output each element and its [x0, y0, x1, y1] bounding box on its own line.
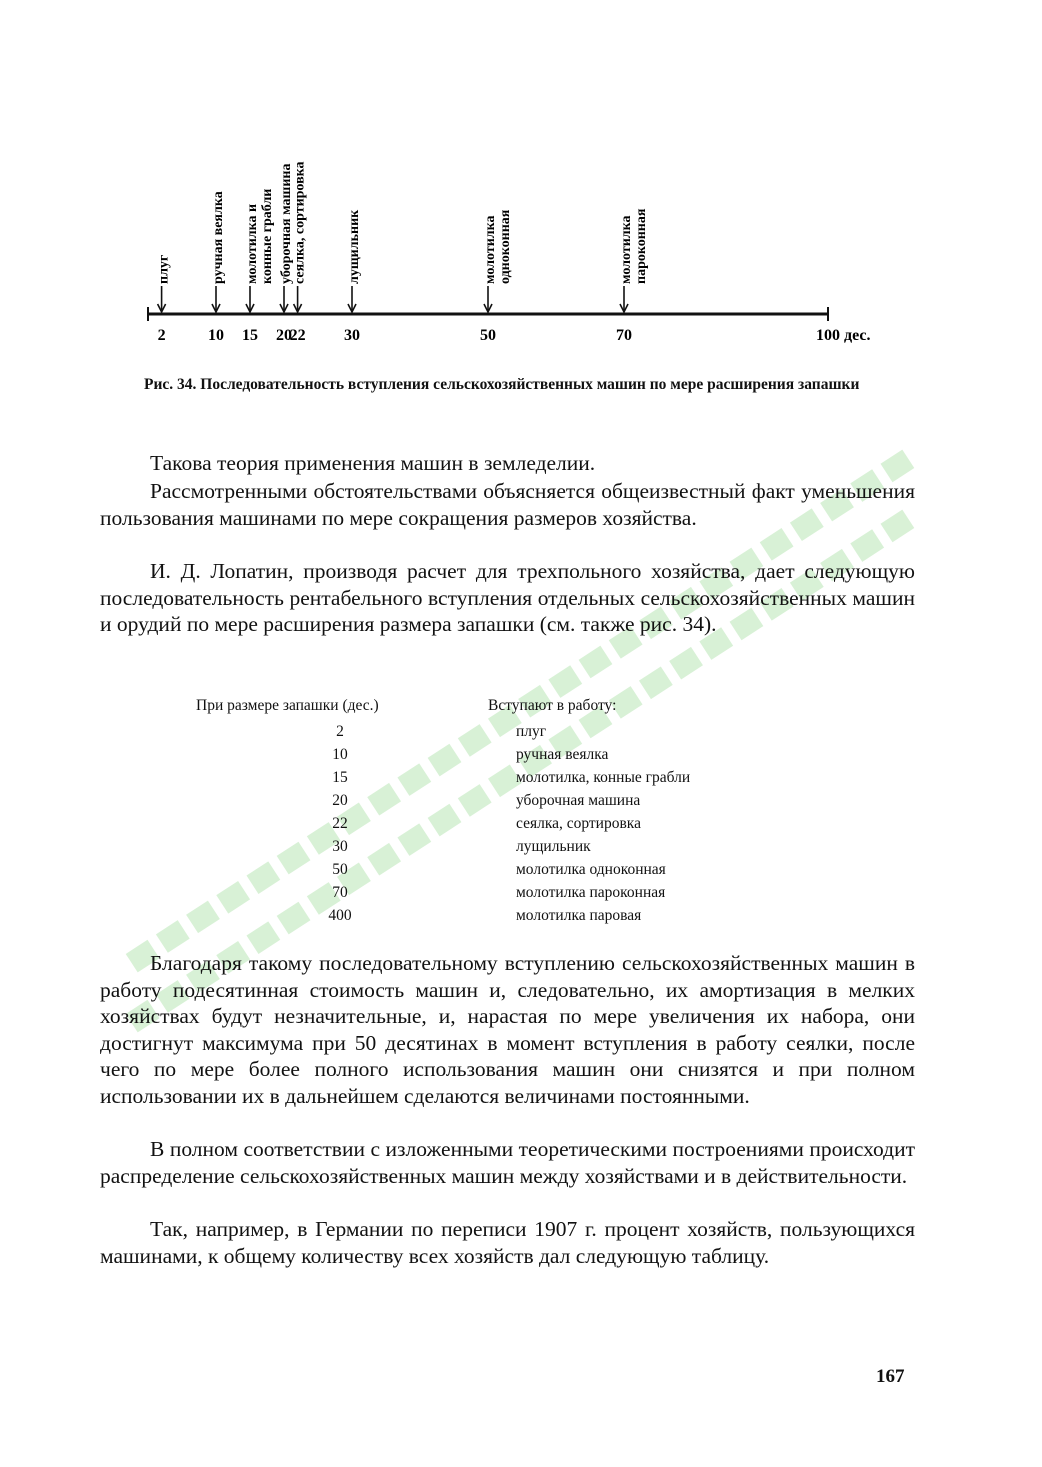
table-cell-machine: молотилка, конные грабли [516, 769, 691, 786]
timeline-machine-label: молотилка [483, 215, 498, 284]
table-cell-size: 15 [332, 769, 348, 786]
timeline-tick-label: 20 [276, 327, 292, 344]
timeline-tick-label: 2 [157, 327, 166, 344]
timeline-machine-label: лущильник [347, 209, 362, 284]
timeline-machine-label: сеялка, сортировка [292, 161, 308, 284]
paragraph: Так, например, в Германии по переписи 1907 г. процент хозяйств, пользующихся машинами, к общему количеству всех хозяйств дал следующую таблицу. [100, 1217, 915, 1268]
timeline-machine-label: молотилка и [245, 203, 260, 284]
paragraph: В полном соответствии с изложенными теоретическими построениями происходит распределение сельскохозяйственных машин между хозяйствами и в действительности. [100, 1137, 915, 1188]
table-cell-size: 10 [332, 746, 348, 763]
table-cell-machine: сеялка, сортировка [516, 815, 641, 832]
table-cell-size: 20 [332, 792, 348, 809]
timeline-machine-label: пароконная [634, 208, 649, 284]
timeline-tick-label: 70 [616, 327, 632, 344]
table-cell-size: 400 [328, 907, 352, 924]
paragraph: И. Д. Лопатин, производя расчет для трехпольного хозяйства, дает следующую последовательность рентабельного вступления отдельных сельскохозяйственных машин и орудий по мере расширения размера запашки (см. также рис. 34). [100, 559, 915, 636]
table-cell-size: 22 [332, 815, 348, 832]
timeline-tick-label: 15 [242, 327, 258, 344]
table-header-size: При размере запашки (дес.) [196, 697, 379, 714]
paragraph: Благодаря такому последовательному вступлению сельскохозяйственных машин в работу подесятинная стоимость машин и, следовательно, их амортизация в мелких хозяйствах будут незначительные, и, нарастая по мере увеличения их набора, они достигнут максимума при 50 десятинах в момент вступления в работу сеялки, после чего по мере более полного использования машин они снизятся и при полном использовании их в дальнейшем сделаются величинами постоянными. [100, 951, 915, 1108]
timeline-machine-label: конные грабли [260, 188, 275, 284]
timeline-machine-label: уборочная машина [279, 163, 294, 284]
table-cell-machine: плуг [516, 723, 547, 740]
table-cell-machine: ручная веялка [516, 746, 609, 763]
timeline-machine-label: ручная веялка [211, 191, 226, 284]
timeline-tick-label: 30 [344, 327, 360, 344]
paragraph: Такова теория применения машин в земледелии. [150, 451, 596, 475]
timeline-machine-label: плуг [156, 254, 172, 284]
timeline-tick-label: 50 [480, 327, 496, 344]
table-cell-size: 30 [332, 838, 348, 855]
timeline-tick-label: 22 [289, 327, 306, 344]
paragraph: Рассмотренными обстоятельствами объясняется общеизвестный факт уменьшения пользования машинами по мере сокращения размеров хозяйства. [100, 479, 915, 530]
table-cell-machine: лущильник [516, 838, 591, 855]
table-cell-machine: молотилка одноконная [516, 861, 666, 878]
timeline-tick-label: 10 [208, 327, 224, 344]
page-number: 167 [876, 1366, 905, 1387]
table-cell-size: 70 [332, 884, 348, 901]
table-cell-size: 50 [332, 861, 348, 878]
table-cell-machine: молотилка пароконная [516, 884, 666, 901]
timeline-machine-label: молотилка [619, 215, 634, 284]
table-header-machine: Вступают в работу: [488, 697, 617, 714]
table-cell-machine: уборочная машина [516, 792, 641, 809]
timeline-machine-label: одноконная [498, 209, 513, 284]
table-column-size [300, 720, 380, 927]
timeline-figure [0, 0, 1042, 370]
timeline-end-label: 100 дес. [816, 327, 871, 344]
table-cell-machine: молотилка паровая [516, 907, 642, 924]
figure-caption: Рис. 34. Последовательность вступления сельскохозяйственных машин по мере расширения запашки [144, 376, 860, 393]
table-cell-size: 2 [336, 723, 344, 740]
table-column-machine [516, 720, 690, 927]
